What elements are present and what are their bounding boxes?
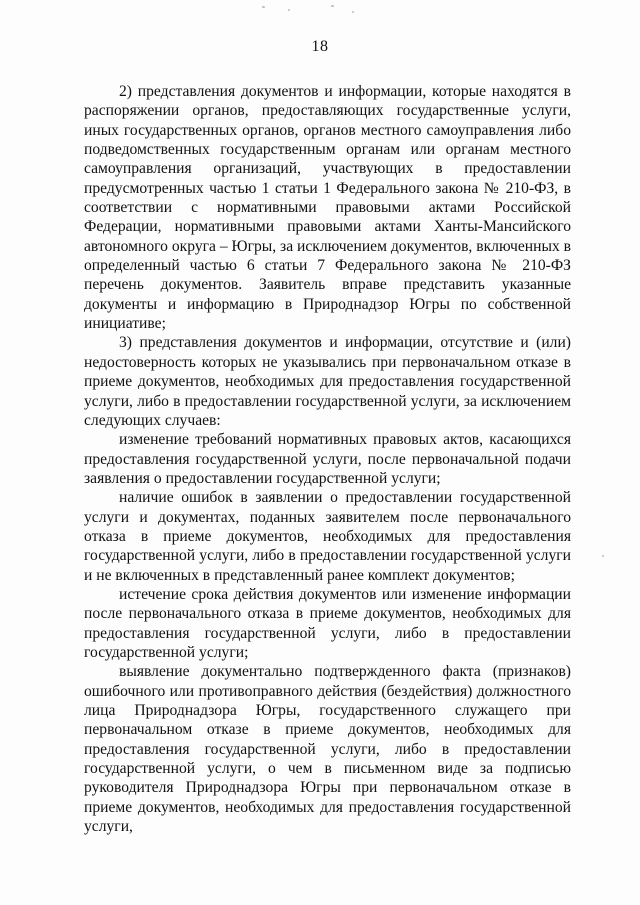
scan-speck [602, 555, 604, 557]
scan-speck [262, 6, 265, 8]
page-number: 18 [311, 38, 329, 55]
paragraph-exception-official-error: выявление документально подтвержденного факта (признаков) ошибочного или противоправного действия (бездействия) должностного лица Природнадзора Югры, государственного служащего при первоначальном отказе в приеме документов, необходимых для предоставления государственной услуги, либо в предоставлении государственной услуги, о чем в письменном виде за подписью руководителя Природнадзора Югры при первоначальном отказе в приеме документов, необходимых для предоставления государственной услуги, [84, 663, 571, 836]
paragraph-item-2: 2) представления документов и информации, которые находятся в распоряжении органов, предоставляющих государственные услуги, иных государственных органов, органов местного самоуправления либо подведомственных государственным органам или органам местного самоуправления организаций, участвующих в предоставлении предусмотренных частью 1 статьи 1 Федерального закона № 210-ФЗ, в соответствии с нормативными правовыми актами Российской Федерации, нормативными правовыми актами Ханты-Мансийского автономного округа – Югры, за исключением документов, включенных в определенный частью 6 статьи 7 Федерального закона № 210-ФЗ перечень документов. Заявитель вправе представить указанные документы и информацию в Природнадзор Югры по собственной инициативе; [84, 83, 571, 333]
paragraph-exception-expiry: истечение срока действия документов или изменение информации после первоначального отказа в приеме документов, необходимых для предоставления государственной услуги, либо в предоставлении государственной услуги; [84, 585, 571, 661]
paragraph-item-3: 3) представления документов и информации, отсутствие и (или) недостоверность которых не указывались при первоначальном отказе в приеме документов, необходимых для предоставления государственной услуги, либо в предоставлении государственной услуги, за исключением следующих случаев: [84, 334, 571, 429]
scan-speck [288, 9, 290, 11]
paragraph-exception-errors-in-application: наличие ошибок в заявлении о предоставлении государственной услуги и документах, поданных заявителем после первоначального отказа в приеме документов, необходимых для предоставления государственной услуги, либо в предоставлении государственной услуги и не включенных в представленный ранее комплект документов; [84, 489, 571, 584]
scan-speck [331, 5, 334, 7]
scan-speck [352, 11, 354, 13]
paragraph-exception-requirements-change: изменение требований нормативных правовых актов, касающихся предоставления государственной услуги, после первоначальной подачи заявления о предоставлении государственной услуги; [84, 431, 571, 487]
document-body [84, 82, 571, 836]
